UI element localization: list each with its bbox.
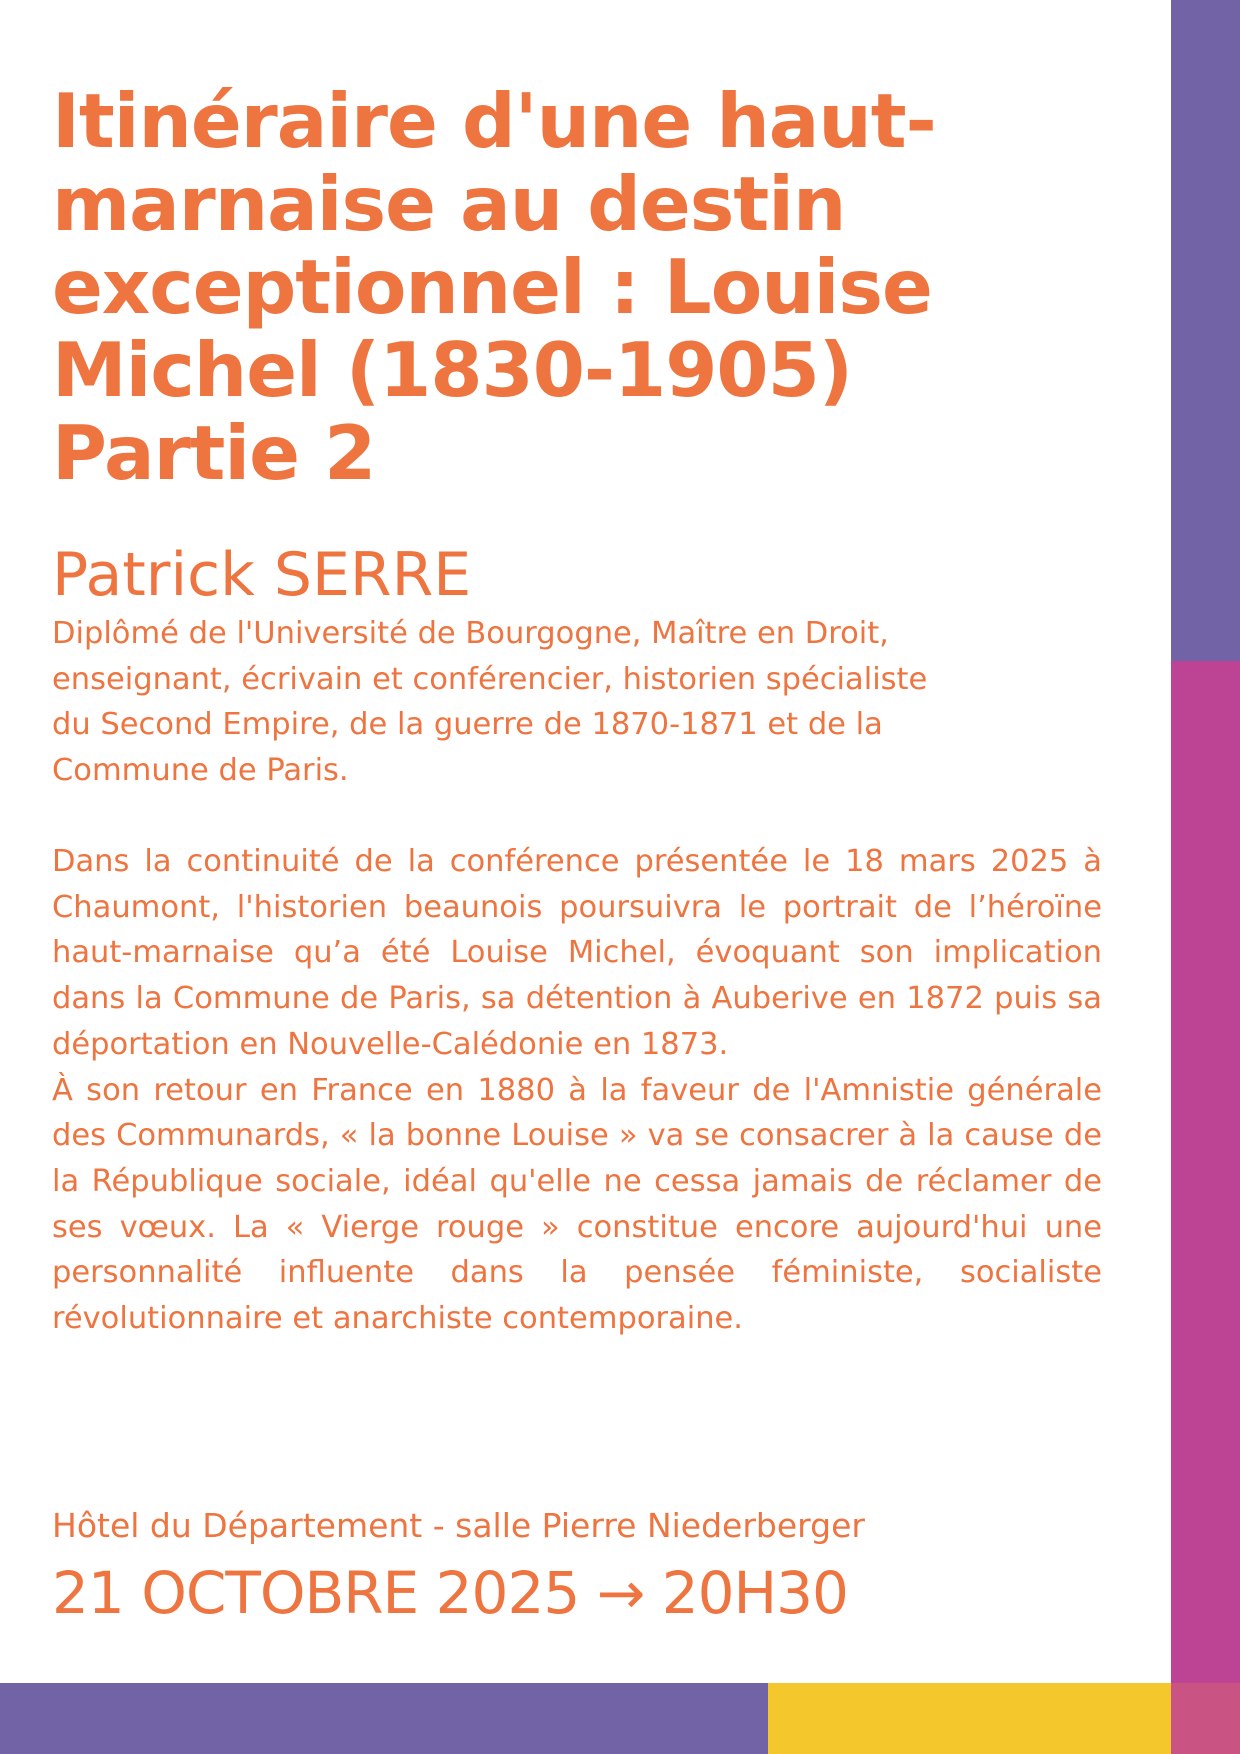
title-line: marnaise au destin [52,160,846,248]
decorative-band-right-magenta [1171,661,1240,1683]
page-title [52,77,1132,497]
speaker-bio-line: enseignant, écrivain et conférencier, historien spécialiste [52,661,928,697]
description-paragraph: Dans la continuité de la conférence présentée le 18 mars 2025 à Chaumont, l'historien beaunois poursuivra le portrait de l’héroïne haut-marnaise qu’a été Louise Michel, évoquant son implication dans la Commune de Paris, sa détention à Auberive en 1872 puis sa déportation en Nouvelle-Calédonie en 1873. [52,844,1102,1062]
title-line: Michel (1830-1905) [52,326,853,414]
decorative-band-right-purple [1171,0,1240,661]
speaker-name: Patrick SERRE [52,540,472,610]
title-line: Partie 2 [52,409,376,497]
description-paragraph: À son retour en France en 1880 à la faveur de l'Amnistie générale des Communards, « la bonne Louise » va se consacrer à la cause de la République sociale, idéal qu'elle ne cessa jamais de réclamer de ses vœux. La « Vierge rouge » constitue encore aujourd'hui une personnalité influente dans la pensée féministe, socialiste révolutionnaire et anarchiste contemporaine. [52,1072,1102,1337]
decorative-band-corner [1171,1683,1240,1754]
speaker-bio-line: Commune de Paris. [52,753,349,789]
title-line: exceptionnel : Louise [52,243,932,331]
speaker-bio-line: du Second Empire, de la guerre de 1870-1871 et de la [52,707,883,743]
event-datetime: 21 OCTOBRE 2025 → 20H30 [52,1559,848,1627]
event-venue: Hôtel du Département - salle Pierre Niederberger [52,1506,865,1545]
event-description [52,839,1102,1342]
decorative-band-bottom-yellow [768,1683,1171,1754]
speaker-bio-line: Diplômé de l'Université de Bourgogne, Maître en Droit, [52,616,889,651]
decorative-band-bottom-purple [0,1683,768,1754]
title-line: Itinéraire d'une haut- [52,77,936,165]
speaker-bio [52,611,1112,794]
